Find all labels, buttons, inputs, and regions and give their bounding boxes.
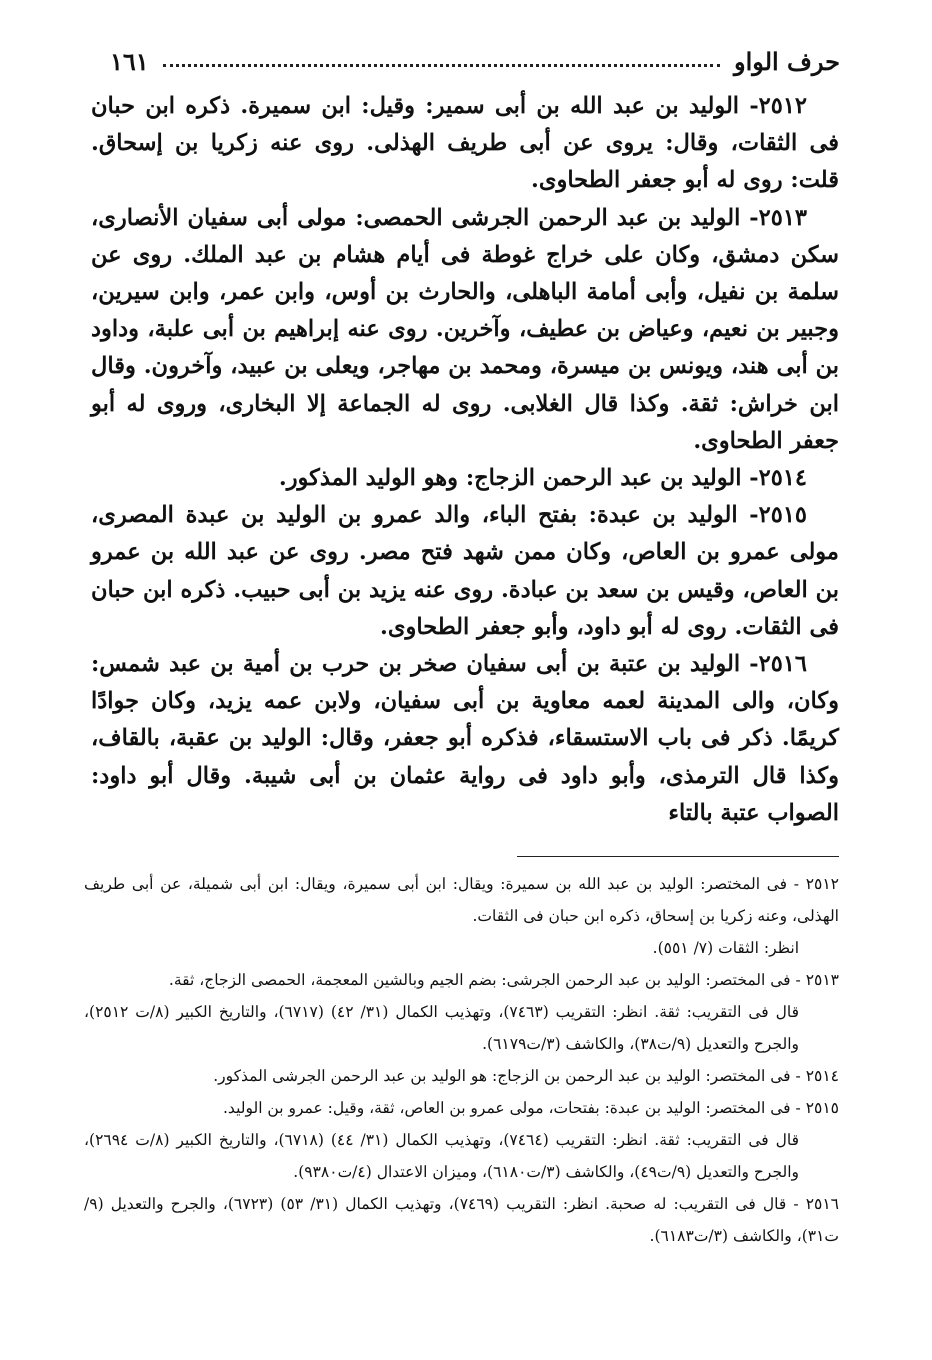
main-text <box>91 88 839 832</box>
footnote-paragraph: ٢٥١٤ - فى المختصر: الوليد بن عبد الرحمن بن الزجاج: هو الوليد بن عبد الرحمن الجرشى المذكور. <box>213 1067 839 1085</box>
footnote-separator <box>517 856 839 857</box>
entry-2513: ٢٥١٣- الوليد بن عبد الرحمن الجرشى الحمصى: مولى أبى سفيان الأنصارى، سكن دمشق، وكان على خراج غوطة فى أيام هشام بن عبد الملك. روى عن سلمة بن نفيل، وأبى أمامة الباهلى، والحارث بن أوس، وابن عمر، وابن سيرين، وجبير بن نعيم، وعياض بن عطيف، وآخرين. روى عنه إبراهيم بن أبى علبة، وداود بن أبى هند، ويونس بن ميسرة، ومحمد بن مهاجر، ويعلى بن عبيد، وآخرون. وقال ابن خراش: ثقة. وكذا قال الغلابى. روى له الجماعة إلا البخارى، وروى له أبو جعفر الطحاوى. <box>91 204 839 454</box>
entry-2515: ٢٥١٥- الوليد بن عبدة: بفتح الباء، والد عمرو بن الوليد بن عبدة المصرى، مولى عمرو بن العاص، وكان ممن شهد فتح مصر. روى عن عبد الله بن عمرو بن العاص، وقيس بن سعد بن عبادة. روى عنه يزيد بن أبى حبيب. ذكره ابن حبان فى الثقات. روى له أبو داود، وأبو جعفر الطحاوى. <box>91 502 839 640</box>
footnote-paragraph: قال فى التقريب: ثقة. انظر: التقريب (٧٤٦٣)، وتهذيب الكمال (٣١/ ٤٢) (٦٧١٧)، والتاريخ الكبير (٨/ت ٢٥١٢)، والجرح والتعديل (٩/ت٣٨)، والكاشف (٣/ت٦١٧٩). <box>84 1003 800 1053</box>
entry-2516: ٢٥١٦- الوليد بن عتبة بن أبى سفيان صخر بن حرب بن أمية بن عبد شمس: وكان، والى المدينة لعمه معاوية بن أبى سفيان، ولابن عمه يزيد، وكان جوادًا كريمًا. ذكر فى باب الاستسقاء، فذكره أبو جعفر، وقال: الوليد بن عقبة، بالقاف، وكذا قال الترمذى، وأبو داود فى رواية عثمان بن أبى شيبة. وقال أبو داود: الصواب عتبة بالتاء <box>91 651 839 826</box>
footnote-paragraph: ٢٥١٣ - فى المختصر: الوليد بن عبد الرحمن الجرشى: بضم الجيم وبالشين المعجمة، الحمصى الزجاج، ثقة. <box>168 971 839 989</box>
footnote-paragraph: قال فى التقريب: ثقة. انظر: التقريب (٧٤٦٤)، وتهذيب الكمال (٣١/ ٤٤) (٦٧١٨)، والتاريخ الكبير (٨/ت ٢٦٩٤)، والجرح والتعديل (٩/ت٤٩)، والكاشف (٣/ت٦١٨٠)، وميزان الاعتدال (٤/ت٩٣٨٠). <box>84 1131 800 1181</box>
footnote-paragraph: انظر: الثقات (٧/ ٥٥١). <box>652 939 799 957</box>
running-header <box>110 36 840 76</box>
footnotes <box>84 868 839 1252</box>
entry-2512: ٢٥١٢- الوليد بن عبد الله بن أبى سمير: وقيل: ابن سميرة. ذكره ابن حبان فى الثقات، وقال: يروى عن أبى طريف الهذلى. روى عنه زكريا بن إسحاق. قلت: روى له أبو جعفر الطحاوى. <box>91 93 839 194</box>
footnote-paragraph: ٢٥١٦ - قال فى التقريب: له صحبة. انظر: التقريب (٧٤٦٩)، وتهذيب الكمال (٣١/ ٥٣) (٦٧٢٣)، والجرح والتعديل (٩/ت٣١)، والكاشف (٣/ت٦١٨٣). <box>84 1195 840 1245</box>
header-dotted-leader <box>163 64 720 67</box>
page-number: ١٦١ <box>110 47 149 76</box>
footnote-paragraph: ٢٥١٥ - فى المختصر: الوليد بن عبدة: بفتحات، مولى عمرو بن العاص، ثقة، وقيل: عمرو بن الوليد. <box>223 1099 839 1117</box>
footnote-paragraph: ٢٥١٢ - فى المختصر: الوليد بن عبد الله بن سميرة: ويقال: ابن أبى سميرة، ويقال: ابن أبى شميلة، عن أبى طريف الهذلى، وعنه زكريا بن إسحاق، ذكره ابن حبان فى الثقات. <box>84 875 839 925</box>
chapter-title: حرف الواو <box>734 47 840 76</box>
entry-2514: ٢٥١٤- الوليد بن عبد الرحمن الزجاج: وهو الوليد المذكور. <box>278 465 807 492</box>
